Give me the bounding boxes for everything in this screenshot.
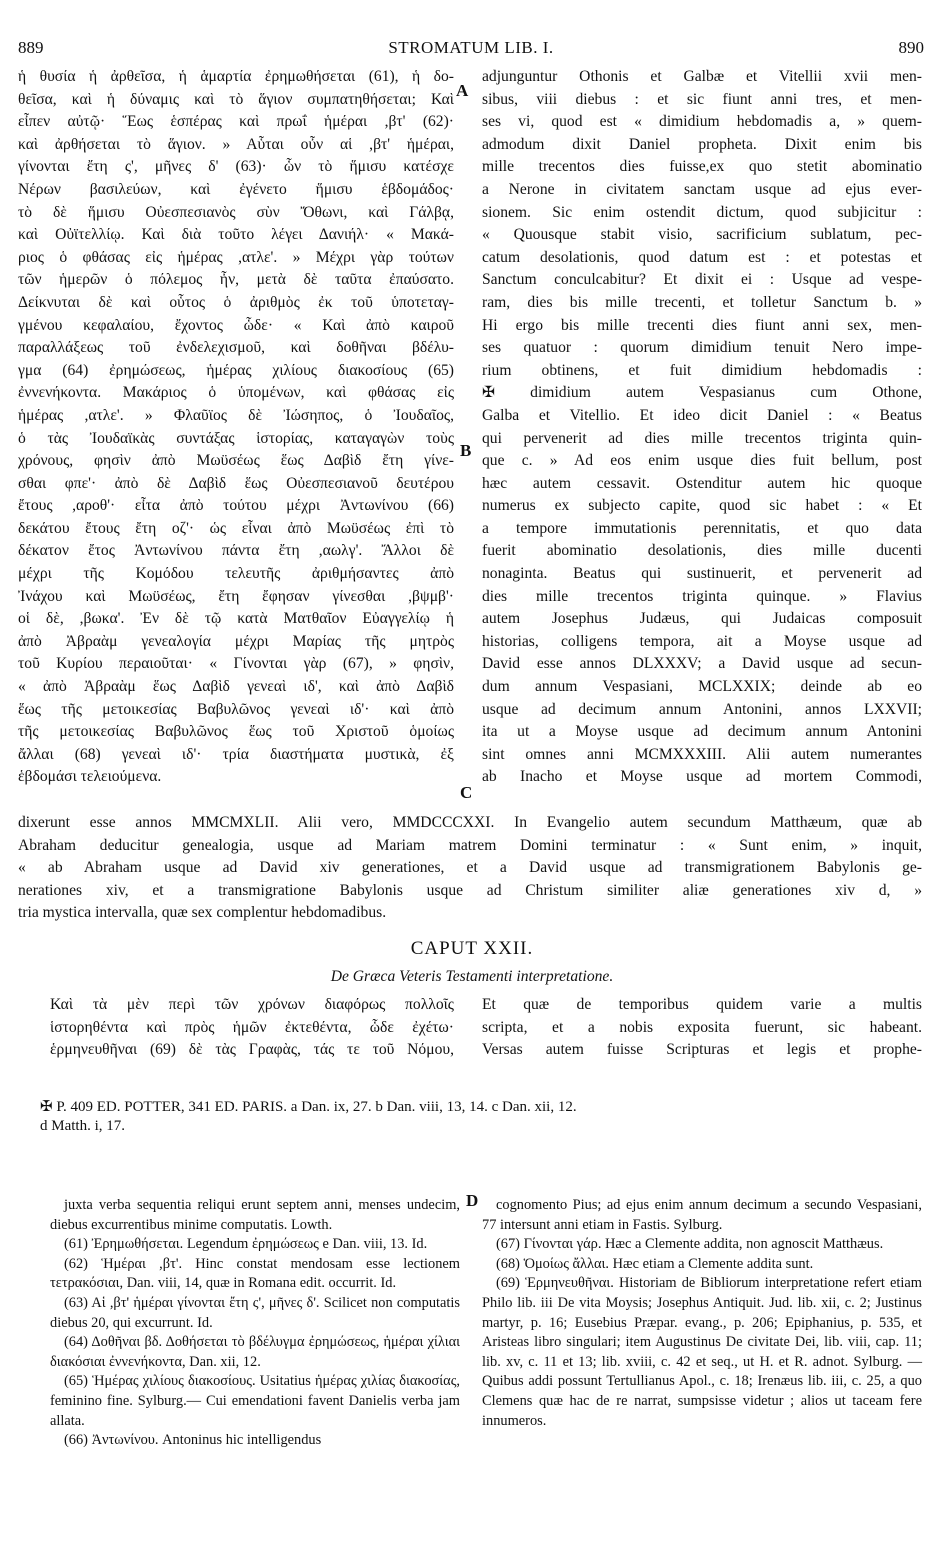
text-line: numerus ex subjecto capite, quod sic habet : « Et [482, 497, 922, 515]
note-paragraph: juxta verba sequentia reliqui erunt septem anni, menses undecim, diebus excurrentibus minime computatis. Lowth. [50, 1197, 460, 1233]
text-line: mille trecentos dies fuisse,ex quo stetit abominatio [482, 158, 922, 176]
text-line: καὶ Οὐϊτελλίῳ. Καὶ διὰ τοῦτο λέγει Δανιήλ· « Μακά- [18, 226, 454, 244]
text-line: usque ad decimum annum Antonini, annos LXXVII; [482, 700, 922, 718]
note-paragraph: (68) Ὁμοίως ἄλλαι. Hæc etiam a Clemente addita sunt. [496, 1255, 814, 1272]
footnote-references [40, 1098, 920, 1136]
text-line: ἄλλαι (68) γενεαὶ ιδ'· τρία διαστήματα μυστικὰ, ἐξ [18, 745, 454, 763]
latin-text-column [482, 66, 922, 789]
text-line: τὸ δὲ ἥμισυ Οὐεσπεσιανὸς σὺν Ὄθωνι, καὶ Γάλβᾳ, [18, 203, 454, 221]
note-paragraph: (65) Ἡμέρας χιλίους διακοσίους. Usitatius ἡμέρας χιλίας διακοσίας, feminino fine. Sylburg.— Cui emendationi favent Danielis verba jam allata. [50, 1373, 460, 1429]
note-paragraph: (69) Ἑρμηνευθῆναι. Historiam de Bibliorum interpretatione refert etiam Philo lib. iii De vita Moysis; Josephus Antiquit. Jud. lib. xii, c. 2; Justinus martyr, p. 16; Eusebius Præpar. evang., p. 206; Epiphanius, p. 535, et Aristeas libro singulari; item Augustinus De civitate Dei, lib. viii, cap. 11; lib. xv, c. 11 et 13; lib. xviii, c. 42 et seq., ut H. et R. adnot. Sylburg. — Quibus addi possunt Tertullianus Apol., c. 18; Irenæus lib. iii, c. 25, a quo Clemens quæ hac de re narrat, sumpsisse videtur ; alios ut taceam fere innumeros. [482, 1275, 922, 1429]
text-line: catum desolationis, quod datum est : et potestas et [482, 248, 922, 266]
note-paragraph: (64) Δοθῆναι βδ. Δοθήσεται τὸ βδέλυγμα ἐρημώσεως, ἡμέραι χίλιαι διακόσιαι ἐννενήκοντα, Dan. xii, 12. [50, 1334, 460, 1370]
text-line: nerationes xiv, et a transmigratione Babylonis usque ad Christum similiter aliæ generationes xiv d, » [18, 881, 922, 899]
text-line: que c. » Ad eos enim usque dies fuit bellum, post [482, 452, 922, 470]
text-line: dixerunt esse annos MMCMXLII. Alii vero, MMDCCCXXI. In Evangelio autem secundum Matthæum, quæ ab [18, 814, 922, 831]
text-line: « ab Abraham usque ad David xiv generationes, et a David usque ad transmigrationem Babylonis ge- [18, 859, 922, 877]
text-line: « ἀπὸ Ἀβραὰμ ἕως Δαβὶδ γενεαὶ ιδ', καὶ ἀπὸ Δαβὶδ [18, 678, 454, 696]
text-line: ἡ θυσία ἡ ἀρθεῖσα, ἡ ἁμαρτία ἐρημωθήσεται (61), ἡ δο- [18, 68, 454, 85]
text-line: dum annum Vespasiani, MCLXXIX; deinde ab eo [482, 678, 922, 696]
text-line: sionem. Sic enim ostendit dictum, quod subjicitur : [482, 203, 922, 221]
text-line: Versas autem fuisse Scripturas et legis et prophe- [482, 1041, 922, 1059]
text-line: dies mille trecentos triginta quinque. » Flavius [482, 587, 922, 605]
text-line: ram, dies bis mille trecenti, et tolletur Sanctum b. » [482, 293, 922, 311]
text-line: Δείκνυται δὲ καὶ οὗτος ὁ ἀριθμὸς ἐκ τοῦ ὑποτεταγ- [18, 293, 454, 311]
text-line: « Quousque stabit visio, sacrificium sublatum, pec- [482, 226, 922, 244]
text-line: sibus, viii diebus : et sic fiunt anni tres, et men- [482, 90, 922, 108]
text-line: ἑρμηνευθῆναι (69) δὲ τὰς Γραφὰς, τάς τε τοῦ Νόμου, [50, 1041, 454, 1059]
notes-right-column [482, 1196, 922, 1431]
text-line: Sanctum conculcabitur? Et dixit ei : Usque ad vespe- [482, 271, 922, 289]
chapter-greek-text [50, 994, 454, 1062]
text-line: autem Josephus Judæus, qui Judaicas composuit [482, 610, 922, 628]
text-line: qui pervenerit ad dies mille trecentos triginta quin- [482, 429, 922, 447]
text-line: ab Inacho et Moyse usque ad mortem Commodi, [482, 768, 922, 786]
text-line: historias, colligens tempora, ait a Moyse usque ad [482, 632, 922, 650]
text-line: Galba et Vitellio. Et ideo dicit Daniel : « Beatus [482, 406, 922, 424]
text-line: Hi ergo bis mille trecenti dies fiunt anni sex, men- [482, 316, 922, 334]
text-line: ✠ dimidium autem Vespasianus cum Othone, [482, 384, 922, 402]
page-number-right: 890 [898, 38, 924, 57]
text-line: καὶ ἀρθήσεται τὸ ἅγιον. » Αὗται οὖν αἱ ,βτ' ἡμέραι, [18, 135, 454, 153]
text-line: χρόνους, φησὶν ἀπὸ Μωϋσέως ἕως Δαβὶδ ἔτη γίνε- [18, 452, 454, 470]
margin-marker-d: D [466, 1191, 479, 1210]
text-line: θεῖσα, καὶ ἡ δύναμις καὶ τὸ ἅγιον συμπατηθήσεται; Καὶ [18, 90, 454, 108]
notes-left-column [50, 1196, 460, 1451]
footnote-ref-line: d Matth. i, 17. [40, 1118, 125, 1134]
text-line: τῶν ἡμερῶν ὁ πόλεμος ἦν, μετὰ δὲ ταῦτα ἐπαύσατο. [18, 271, 454, 289]
text-line: admodum dixit Daniel propheta. Dixit enim bis [482, 135, 922, 153]
text-line: ἱστορηθέντα καὶ πρὸς ἡμῶν ἐκτεθέντα, ὧδε ἐχέτω· [50, 1018, 454, 1036]
text-line: οἱ δὲ, ,βωκα'. Ἐν δὲ τῷ κατὰ Ματθαῖον Εὐαγγελίῳ ἡ [18, 610, 454, 628]
text-line: ses quatuor : quorum dimidium tenuit Nero impe- [482, 339, 922, 357]
text-line: δεκάτου ἔτους ἔτη οζ'· ὡς εἶναι ἀπὸ Μωϋσέως ἐπὶ τὸ [18, 519, 454, 537]
margin-marker-a: A [456, 81, 469, 100]
text-line: ἕως τῆς μετοικεσίας Βαβυλῶνος γενεαὶ ιδ'· καὶ ἀπὸ [18, 700, 454, 718]
text-line: scripta, et a nobis exposita fuerunt, sic habeant. [482, 1018, 922, 1036]
text-line: fuerit abominatio desolationis, dies mille ducenti [482, 542, 922, 560]
text-line: rium obtinens, et fuit dimidium hebdomadis : [482, 361, 922, 379]
text-line: παραλλάξεως τοῦ ἐνδελεχισμοῦ, καὶ δοθῆναι βδέλυ- [18, 339, 454, 357]
text-line: sint omnes anni MCMXXXIII. Alii autem numerantes [482, 745, 922, 763]
margin-marker-c: C [460, 783, 473, 802]
note-paragraph: (61) Ἐρημωθήσεται. Legendum ἐρημώσεως e Dan. viii, 13. Id. [64, 1236, 428, 1253]
text-line: ἀπὸ Ἀβραὰμ γενεαλογία μέχρι Μαρίας τῆς μητρὸς [18, 632, 454, 650]
note-paragraph: (63) Αἱ ,βτ' ἡμέραι γίνονται ἔτη ς', μῆνες δ'. Scilicet non computatis diebus 20, qui excurrunt. Id. [50, 1294, 460, 1331]
text-line: adjunguntur Othonis et Galbæ et Vitellii xvii men- [482, 68, 922, 85]
text-line: ὁ τὰς Ἰουδαϊκὰς συντάξας ἱστορίας, καταγαγὼν τοὺς [18, 429, 454, 447]
chapter-heading: CAPUT XXII. [410, 938, 534, 959]
text-line: Abraham deducitur genealogia, usque ad Mariam matrem Domini terminatur : « Sunt enim, » inquit, [18, 836, 922, 854]
running-title: STROMATUM LIB. I. [388, 38, 554, 57]
note-paragraph: cognomento Pius; ad ejus enim annum decimum a secundo Vespasiani, 77 intersunt anni etiam in Fastis. Sylburg. [482, 1197, 922, 1233]
text-line: ἑβδομάσι τελειούμενα. [18, 768, 162, 786]
text-line: μέχρι τῆς Κομόδου τελευτῆς ἀριθμήσαντες ἀπὸ [18, 565, 454, 583]
full-width-latin-text [18, 812, 922, 925]
text-line: Καὶ τὰ μὲν περὶ τῶν χρόνων διαφόρως πολλοῖς [50, 996, 454, 1013]
text-line: γμένου κεφαλαίου, ἔχοντος ὧδε· « Καὶ ἀπὸ καιροῦ [18, 316, 454, 334]
margin-marker-b: B [460, 441, 472, 460]
page-number-left: 889 [18, 38, 44, 57]
text-line: David esse annos DLXXXV; a David usque ad secun- [482, 655, 922, 673]
chapter-latin-text [482, 994, 922, 1062]
text-line: Νέρων βασιλεύων, καὶ ἐγένετο ἥμισυ ἑβδομάδος· [18, 180, 454, 198]
text-line: ριος ὁ φθάσας εἰς ἡμέρας ,ατλε'. » Μέχρι γὰρ τούτων [18, 248, 454, 266]
note-paragraph: (67) Γίνονται γάρ. Hæc a Clemente addita, non agnoscit Matthæus. [496, 1236, 884, 1253]
text-line: εἶπεν αὐτῷ· Ἕως ἑσπέρας καὶ πρωΐ ἡμέραι ,βτ' (62)· [18, 113, 454, 131]
text-line: a tempore immutationis perennitatis, et quo data [482, 519, 922, 537]
text-line: a Nerone in civitatem sanctam usque ad ejus ever- [482, 180, 922, 198]
text-line: ses vi, quod est « dimidium hebdomadis a, » quem- [482, 113, 922, 131]
text-line: ἡμέρας ,ατλε'. » Φλαῦϊος δὲ Ἰώσηπος, ὁ Ἰουδαῖος, [18, 406, 454, 424]
text-line: γμα (64) ἐρημώσεως, ἡμέρας χιλίους διακοσίους (65) [18, 361, 454, 379]
text-line: ἔτους ,αροθ'· εἶτα ἀπὸ τούτου μέχρι Ἀντωνίνου (66) [18, 497, 454, 515]
greek-text-column [18, 66, 454, 789]
text-line: hæc autem cessavit. Ostenditur autem hic quoque [482, 474, 922, 492]
text-line: τῆς μετοικεσίας Βαβυλῶνος ἕως τοῦ Χριστοῦ ὁμοίως [18, 723, 454, 741]
note-paragraph: (66) Ἀντωνίνου. Antoninus hic intelligendus [64, 1432, 322, 1449]
note-paragraph: (62) Ἡμέραι ,βτ'. Hinc constat mendosam esse lectionem τετρακόσιαι, Dan. viii, 14, quæ in Romana edit. occurrit. Id. [50, 1255, 460, 1292]
text-line: nonaginta. Beatus qui sustinuerit, et pervenerit ad [482, 565, 922, 583]
footnote-ref-line: ✠ P. 409 ED. POTTER, 341 ED. PARIS. a Dan. ix, 27. b Dan. viii, 13, 14. c Dan. xii, 12. [40, 1099, 577, 1115]
text-line: γίνονται ἔτη ς', μῆνες δ' (63)· ὧν τὸ ἥμισυ κατέσχε [18, 158, 454, 176]
text-line: ita ut a Moyse usque ad decimum annum Antonini [482, 723, 922, 741]
running-header [18, 38, 924, 62]
text-line: τοῦ Κυρίου περαιοῦται· « Γίνονται γὰρ (67), » φησὶν, [18, 655, 454, 673]
text-line: σθαι φπε'· ἀπὸ δὲ Δαβὶδ ἕως Οὐεσπεσιανοῦ δευτέρου [18, 474, 454, 492]
chapter-subtitle: De Græca Veteris Testamenti interpretatione. [330, 968, 614, 985]
text-line: ἐννενήκοντα. Μακάριος ὁ ὑπομένων, καὶ φθάσας εἰς [18, 384, 454, 402]
text-line: tria mystica intervalla, quæ sex complentur hebdomadibus. [18, 904, 387, 922]
text-line: δέκατον ἔτος Ἀντωνίνου πάντα ἔτη ,αωλγ'. Ἄλλοι δὲ [18, 542, 454, 560]
text-line: Ἰνάχου καὶ Μωϋσέως, ἔτη ἔφησαν γίνεσθαι ,βψμβ'· [18, 587, 454, 605]
text-line: Et quæ de temporibus quidem varie a multis [482, 996, 922, 1013]
